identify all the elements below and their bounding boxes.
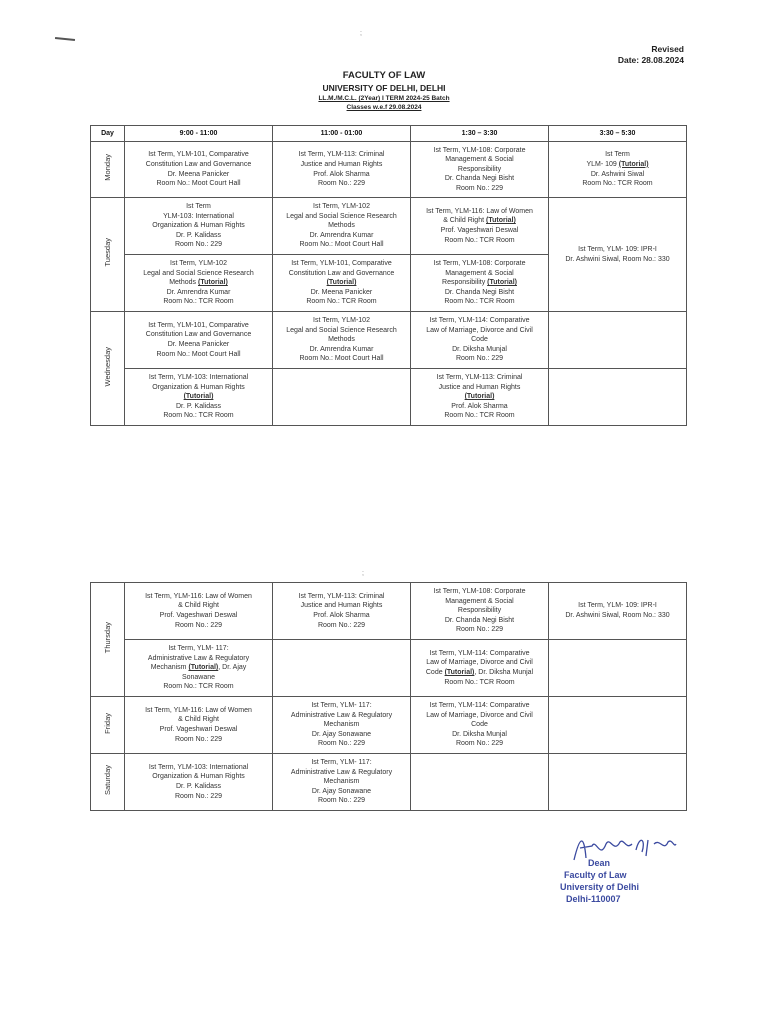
empty-cell [549,754,687,811]
col-header-slot-1: 9:00 - 11:00 [125,126,273,142]
dean-label: Dean [588,858,611,868]
stamp-faculty: Faculty of Law [564,870,627,880]
tutorial-marker: (Tutorial) [198,279,228,287]
class-cell: Ist Term, YLM-103: International Organization & Human Rights Dr. P. Kalidass Room No.: 229 [125,754,273,811]
tutorial-marker: (Tutorial) [464,393,495,401]
tutorial-marker: (Tutorial) [188,664,219,672]
tutorial-marker: (Tutorial) [486,217,516,225]
class-cell: Ist Term YLM- 109 (Tutorial) Dr. Ashwini Siwal Room No.: TCR Room [549,142,687,198]
stamp-city: Delhi-110007 [566,894,621,904]
tutorial-marker: (Tutorial) [618,160,649,168]
class-cell: Ist Term, YLM-102 Legal and Social Science Research Methods Dr. Amrendra Kumar Room No.: Moot Court Hall [273,312,411,369]
scan-dot: ; [360,30,362,37]
tutorial-marker: (Tutorial) [444,669,475,676]
empty-cell [549,369,687,426]
empty-cell [411,754,549,811]
timetable-part-2 [90,582,687,811]
class-cell: Ist Term, YLM- 117: Administrative Law & Regulatory Mechanism Dr. Ajay Sonawane Room No.: 229 [273,754,411,811]
class-cell: Ist Term, YLM-102 Legal and Social Science Research Methods Dr. Amrendra Kumar Room No.: Moot Court Hall [273,198,411,255]
dean-signature-stamp [560,830,710,930]
day-cell-monday: Monday [91,142,125,198]
table-row [91,640,687,697]
table-row [91,142,687,198]
class-cell: Ist Term, YLM- 109: IPR-I Dr. Ashwini Siwal, Room No.: 330 [549,198,687,312]
tutorial-marker: (Tutorial) [487,279,517,287]
revision-block [618,44,684,66]
class-cell: Ist Term, YLM-108: Corporate Management & Social Responsibility Dr. Chanda Negi Bisht Room No.: 229 [411,583,549,640]
class-cell: Ist Term, YLM- 117: Administrative Law & Regulatory Mechanism (Tutorial), Dr. Ajay Sonawane Room No.: TCR Room [125,640,273,697]
class-cell: Ist Term, YLM-114: Comparative Law of Marriage, Divorce and Civil Code (Tutorial), Dr. Diksha Munjal Room No.: TCR Room [411,640,549,697]
revised-label: Revised [651,44,684,54]
scan-dot: ; [362,570,364,577]
class-cell: Ist Term, YLM-114: Comparative Law of Marriage, Divorce and Civil Code Dr. Diksha Munjal Room No.: 229 [411,312,549,369]
class-cell: Ist Term, YLM-116: Law of Women & Child Right Prof. Vageshwari Deswal Room No.: 229 [125,697,273,754]
class-cell: Ist Term, YLM-116: Law of Women & Child Right (Tutorial) Prof. Vageshwari Deswal Room No.: TCR Room [411,198,549,255]
class-cell: Ist Term, YLM-108: Corporate Management & Social Responsibility (Tutorial) Dr. Chanda Negi Bisht Room No.: TCR Room [411,255,549,312]
day-cell-saturday: Saturday [91,754,125,811]
table-row [91,312,687,369]
table-row [91,697,687,754]
col-header-slot-2: 11:00 - 01:00 [273,126,411,142]
col-header-slot-3: 1:30 – 3:30 [411,126,549,142]
empty-cell [549,640,687,697]
faculty-title: FACULTY OF LAW [342,70,426,81]
day-cell-thursday: Thursday [91,583,125,697]
class-cell: Ist Term, YLM-113: Criminal Justice and Human Rights Prof. Alok Sharma Room No.: 229 [273,142,411,198]
university-title: UNIVERSITY OF DELHI, DELHI [322,83,446,93]
class-cell: Ist Term, YLM-113: Criminal Justice and Human Rights (Tutorial) Prof. Alok Sharma Room No.: TCR Room [411,369,549,426]
class-cell: Ist Term, YLM- 109: IPR-I Dr. Ashwini Siwal, Room No.: 330 [549,583,687,640]
signature-scrawl-icon [570,830,680,870]
class-cell: Ist Term, YLM-113: Criminal Justice and Human Rights Prof. Alok Sharma Room No.: 229 [273,583,411,640]
document-heading [0,70,768,112]
col-header-slot-4: 3:30 – 5:30 [549,126,687,142]
day-cell-wednesday: Wednesday [91,312,125,426]
class-cell: Ist Term, YLM-102 Legal and Social Science Research Methods (Tutorial) Dr. Amrendra Kumar Room No.: TCR Room [125,255,273,312]
class-cell: Ist Term, YLM- 117: Administrative Law & Regulatory Mechanism Dr. Ajay Sonawane Room No.: 229 [273,697,411,754]
empty-cell [549,312,687,369]
day-cell-friday: Friday [91,697,125,754]
empty-cell [273,369,411,426]
day-cell-tuesday: Tuesday [91,198,125,312]
tutorial-marker: (Tutorial) [326,279,357,287]
stamp-university: University of Delhi [560,882,640,892]
classes-start: Classes w.e.f 29.08.2024 [346,104,422,111]
class-cell: Ist Term, YLM-108: Corporate Management & Social Responsibility Dr. Chanda Negi Bisht Room No.: 229 [411,142,549,198]
tutorial-marker: (Tutorial) [183,393,214,401]
empty-cell [273,640,411,697]
class-cell: Ist Term, YLM-101, Comparative Constitution Law and Governance Dr. Meena Panicker Room No.: Moot Court Hall [125,312,273,369]
class-cell: Ist Term YLM-103: International Organization & Human Rights Dr. P. Kalidass Room No.: 229 [125,198,273,255]
timetable-part-1 [90,125,687,426]
class-cell: Ist Term, YLM-114: Comparative Law of Marriage, Divorce and Civil Code Dr. Diksha Munjal Room No.: 229 [411,697,549,754]
header-row [91,126,687,142]
program-title: LL.M./M.C.L. (2Year) I TERM 2024-25 Batch [318,95,450,102]
class-cell: Ist Term, YLM-101, Comparative Constitution Law and Governance Dr. Meena Panicker Room No.: Moot Court Hall [125,142,273,198]
empty-cell [549,697,687,754]
class-cell: Ist Term, YLM-116: Law of Women & Child Right Prof. Vageshwari Deswal Room No.: 229 [125,583,273,640]
revision-date: Date: 28.08.2024 [617,55,684,65]
col-header-day: Day [91,126,125,142]
class-cell: Ist Term, YLM-103: International Organization & Human Rights (Tutorial) Dr. P. Kalidass Room No.: TCR Room [125,369,273,426]
table-row [91,754,687,811]
class-cell: Ist Term, YLM-101, Comparative Constitution Law and Governance (Tutorial) Dr. Meena Panicker Room No.: TCR Room [273,255,411,312]
table-row [91,369,687,426]
table-row [91,583,687,640]
scan-mark [55,37,75,41]
table-row [91,198,687,255]
